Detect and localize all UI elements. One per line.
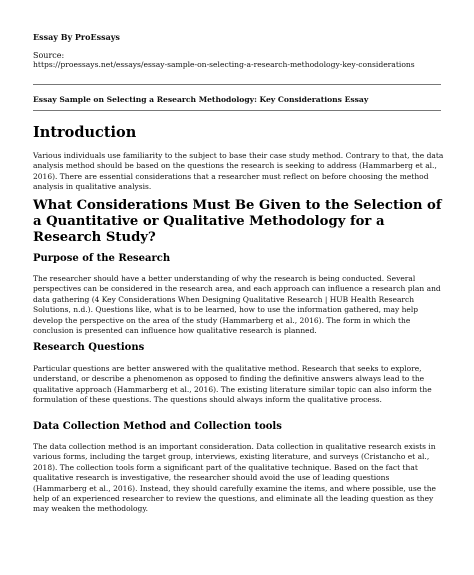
essay-title: Essay Sample on Selecting a Research Methodology: Key Considerations Essay bbox=[33, 95, 369, 104]
introduction-paragraph: Various individuals use familiarity to the subject to base their case study method. Contrary to that, the data analysis method should be based on the questions the research is seeking to address (Hammarberg et al., 2016). There are essential considerations that a researcher must reflect on before choosing the method analysis in qualitative analysis. bbox=[33, 151, 444, 192]
main-question-heading: What Considerations Must Be Given to the Selection of a Quantitative or Qualitative Methodology for a Research Study? bbox=[33, 198, 442, 246]
purpose-heading: Purpose of the Research bbox=[33, 253, 171, 264]
purpose-paragraph: The researcher should have a better understanding of why the research is being conducted. Several perspectives can be considered in the research area, and each approach can influence a research plan and data gathering (4 Key Considerations When Designing Qualitative Research | HUB Health Research Solutions, n.d.). Questions like, what is to be learned, how to use the information gathered, may help develop the perspective on the area of the study (Hammarberg et al., 2016). The form in which the conclusion is presented can influence how qualitative research is planned. bbox=[33, 274, 441, 336]
source-label: Source: bbox=[33, 51, 65, 60]
header-divider-top bbox=[33, 84, 441, 85]
source-url[interactable]: https://proessays.net/essays/essay-sample-on-selecting-a-research-methodology-key-considerations bbox=[33, 60, 415, 69]
research-questions-heading: Research Questions bbox=[33, 342, 145, 353]
document-header-title: Essay By ProEssays bbox=[33, 32, 120, 42]
header-divider-bottom bbox=[33, 110, 441, 111]
introduction-heading: Introduction bbox=[33, 124, 137, 141]
data-collection-paragraph: The data collection method is an important consideration. Data collection in qualitative research exists in various forms, including the target group, interviews, existing literature, and surveys (Cristancho et al., 2018). The collection tools form a significant part of the qualitative technique. Based on the fact that qualitative research is investigative, the researcher should avoid the use of leading questions (Hammarberg et al., 2016). Instead, they should carefully examine the items, and where possible, use the help of an experienced researcher to review the questions, and eliminate all the leading question as they may weaken the methodology. bbox=[33, 442, 436, 514]
data-collection-heading: Data Collection Method and Collection tools bbox=[33, 421, 282, 432]
research-questions-paragraph: Particular questions are better answered with the qualitative method. Research that seeks to explore, understand, or describe a phenomenon as opposed to finding the definitive answers always lead to the qualitative approach (Hammarberg et al., 2016). The existing literature similar topic can also inform the formulation of these questions. The questions should always inform the qualitative process. bbox=[33, 364, 432, 405]
